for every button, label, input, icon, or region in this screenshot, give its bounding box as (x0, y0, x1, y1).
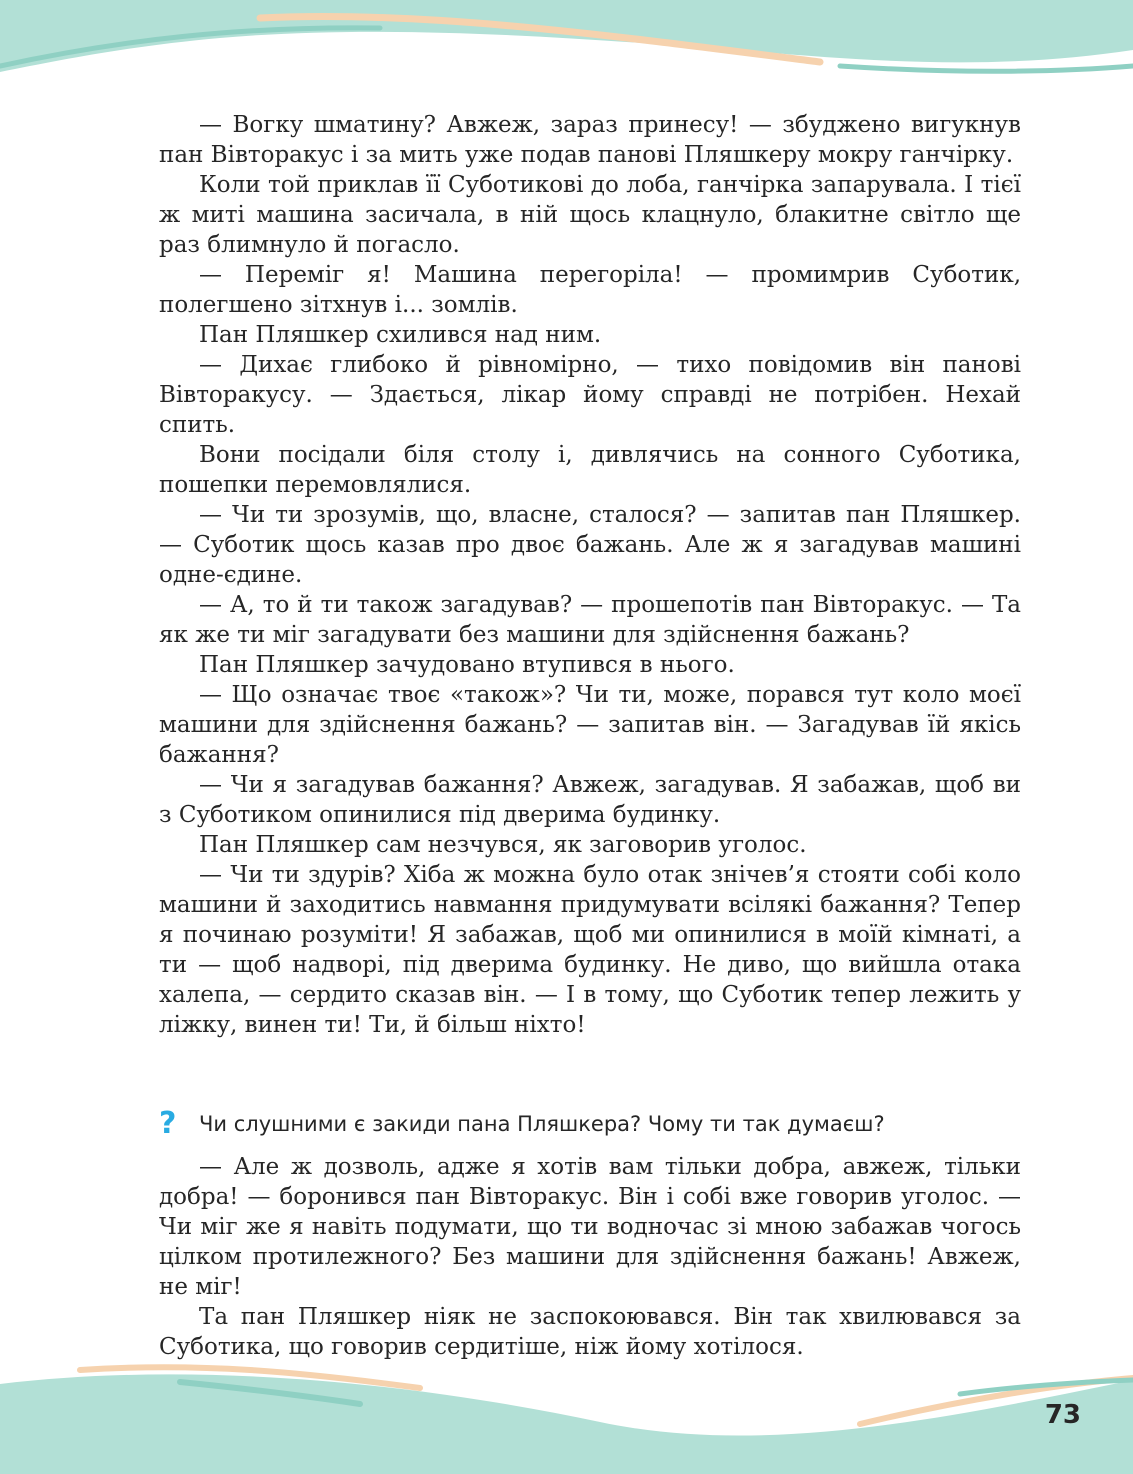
paragraph: — Чи ти здурів? Хіба ж можна було отак знічев’я стояти собі коло машини й заходитись навмання придумувати всілякі бажання? Тепер я починаю розуміти! Я забажав, щоб ми опинилися в моїй кімнаті, а ти — щоб надворі, під дверима будинку. Не диво, що вийшла отака халепа, — сердито сказав він. — І в тому, що Суботик тепер лежить у ліжку, винен ти! Ти, й більш ніхто! (159, 862, 1021, 1038)
story-text-top (159, 110, 1021, 1040)
paragraph: — Вогку шматину? Авжеж, зараз принесу! — збуджено вигукнув пан Вівторакус і за мить уже подав панові Пляшкеру мокру ганчірку. (159, 112, 1021, 168)
question-box (159, 1108, 1029, 1140)
page-number: 73 (1044, 1400, 1081, 1430)
question-mark-icon: ? (159, 1106, 177, 1141)
paragraph: — Дихає глибоко й рівномірно, — тихо повідомив він панові Вівторакусу. — Здається, лікар йому справді не потрібен. Нехай спить. (159, 352, 1021, 438)
paragraph: — Що означає твоє «також»? Чи ти, може, порався тут коло моєї машини для здійснення бажань? — запитав він. — Загадував їй якісь бажання? (159, 682, 1021, 768)
paragraph: Вони посідали біля столу і, дивлячись на сонного Суботика, пошепки перемовлялися. (159, 442, 1021, 498)
paragraph: — Чи ти зрозумів, що, власне, сталося? — запитав пан Пляшкер. — Суботик щось казав про двоє бажань. Але ж я загадував машині одне-єдине. (159, 502, 1021, 588)
paragraph: Коли той приклав її Суботикові до лоба, ганчірка запарувала. І тієї ж миті машина засичала, в ній щось клацнуло, блакитне світло ще раз блимнуло й погасло. (159, 172, 1021, 258)
header-wave-decoration (0, 0, 1133, 110)
paragraph: — Але ж дозволь, адже я хотів вам тільки добра, авжеж, тільки добра! — боронився пан Вівторакус. Він і собі вже говорив уголос. — Чи міг же я навіть подумати, що ти водночас зі мною забажав чогось цілком протилежного? Без машини для здійснення бажань! Авжеж, не міг! (159, 1154, 1021, 1300)
paragraph: — Чи я загадував бажання? Авжеж, загадував. Я забажав, щоб ви з Суботиком опинилися під дверима будинку. (159, 772, 1021, 828)
question-text: Чи слушними є закиди пана Пляшкера? Чому ти так думаєш? (199, 1112, 885, 1136)
paragraph: Пан Пляшкер схилився над ним. (199, 322, 602, 348)
paragraph: — А, то й ти також загадував? — прошепотів пан Вівторакус. — Та як же ти міг загадувати без машини для здійснення бажань? (159, 592, 1021, 648)
story-text-bottom (159, 1152, 1021, 1362)
footer-wave-decoration (0, 1364, 1133, 1474)
paragraph: Пан Пляшкер сам незчувся, як заговорив уголос. (199, 832, 807, 858)
paragraph: Пан Пляшкер зачудовано втупився в нього. (199, 652, 735, 678)
paragraph: Та пан Пляшкер ніяк не заспокоювався. Він так хвилювався за Суботика, що говорив сердитіше, ніж йому хотілося. (159, 1304, 1021, 1360)
paragraph: — Переміг я! Машина перегоріла! — промимрив Суботик, полегшено зітхнув і... зомлів. (159, 262, 1021, 318)
